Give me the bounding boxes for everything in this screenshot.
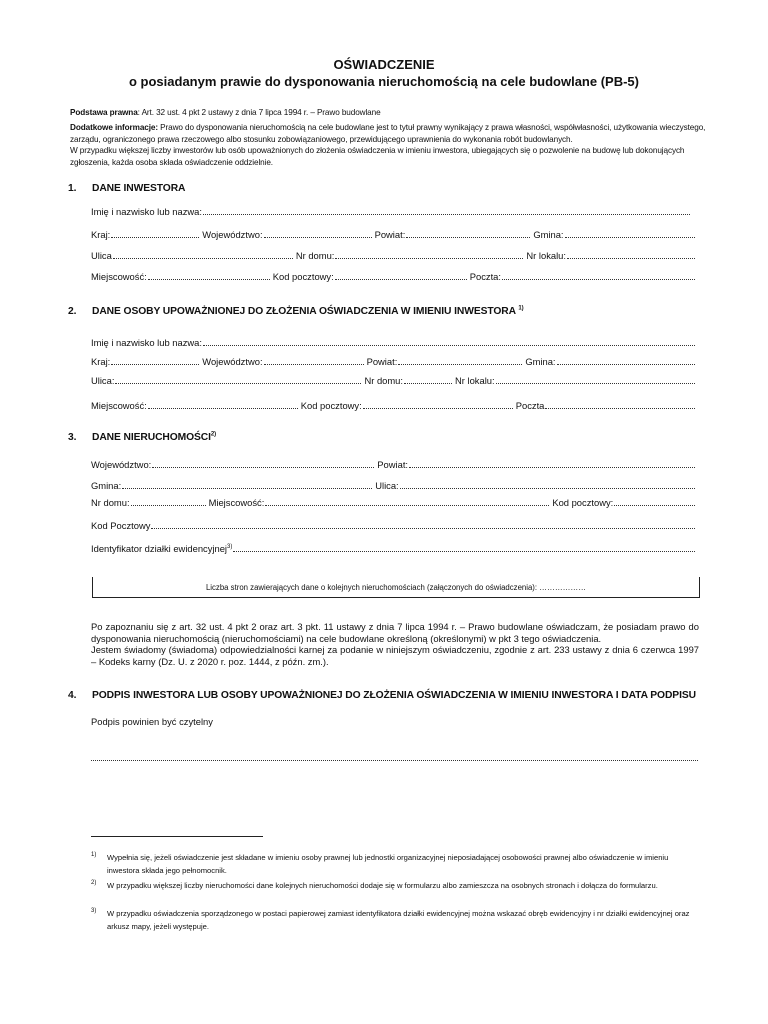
representative-address-row-2 (91, 372, 698, 386)
field-label: Nr domu: (364, 375, 404, 386)
footnote-mark: 2) (91, 880, 97, 886)
field-label: Ulica: (375, 480, 399, 491)
property-house-field[interactable] (131, 505, 206, 506)
field-label: Województwo: (202, 356, 263, 367)
property-district-field[interactable] (409, 467, 695, 468)
field-label: Kraj: (91, 229, 111, 240)
section-title: PODPIS INWESTORA LUB OSOBY UPOWAŻNIONEJ DO ZŁOŻENIA OŚWIADCZENIA W IMIENIU INWESTORA I DATA PODPISU (92, 690, 696, 701)
attachment-count-box (92, 577, 700, 598)
legal-basis-label: Podstawa prawna (70, 108, 138, 117)
legal-basis (70, 107, 710, 119)
representative-voivodeship-field[interactable] (264, 364, 364, 365)
field-label: Województwo: (91, 459, 152, 470)
property-row-1 (91, 456, 698, 470)
representative-city-field[interactable] (148, 408, 298, 409)
declaration-text-1: Po zapoznaniu się z art. 32 ust. 4 pkt 2 oraz art. 3 pkt. 11 ustawy z dnia 7 lipca 1994 r. – Prawo budowlane oświadczam, że posiadam prawo do dysponowania nieruchomością (nieruchomościami) na cele budowlane określoną (określonymi) w pkt 3 tego oświadczenia. (91, 621, 699, 644)
investor-address-row-2 (91, 247, 698, 261)
investor-voivodeship-field[interactable] (264, 237, 372, 238)
parcel-id-label: Identyfikator działki ewidencyjnej (91, 543, 228, 554)
section-number: 4. (68, 690, 77, 701)
additional-info-text: Prawo do dysponowania nieruchomością na cele budowlane jest to tytuł prawny wynikający z prawa własności, współwłasności, użytkowania wieczystego, zarządu, ograniczonego prawa rzeczowego albo stosunku zobowiązaniowego, przewidującego uprawnienia do wykonania robót budowlanych. (70, 123, 706, 144)
field-label: Kod pocztowy: (272, 271, 334, 282)
field-label: Nr lokalu: (455, 375, 495, 386)
field-label: Miejscowość: (208, 497, 265, 508)
section-title: DANE INWESTORA (92, 183, 186, 194)
footnote (91, 879, 699, 907)
property-row-3 (91, 494, 698, 508)
property-street-field[interactable] (400, 488, 695, 489)
field-label: Nr domu: (91, 497, 130, 508)
field-label: Kod pocztowy: (300, 400, 362, 411)
field-label: Gmina: (525, 356, 556, 367)
investor-country-field[interactable] (111, 237, 199, 238)
investor-city-field[interactable] (148, 279, 270, 280)
footnote-mark: 1) (91, 852, 97, 858)
field-label: Imię i nazwisko lub nazwa: (91, 337, 202, 348)
legal-basis-text: : Art. 32 ust. 4 pkt 2 ustawy z dnia 7 lipca 1994 r. – Prawo budowlane (137, 108, 381, 117)
footnote-divider (91, 836, 263, 837)
additional-info (70, 122, 710, 145)
section-title-text: DANE OSOBY UPOWAŻNIONEJ DO ZŁOŻENIA OŚWIADCZENIA W IMIENIU INWESTORA (92, 306, 516, 317)
field-label: Gmina: (533, 229, 564, 240)
field-label: Miejscowość: (91, 400, 147, 411)
section-number: 3. (68, 432, 77, 443)
field-label: Województwo: (202, 229, 263, 240)
representative-street-field[interactable] (115, 383, 361, 384)
field-label: Nr lokalu: (526, 250, 567, 261)
field-label: Poczta: (469, 271, 501, 282)
field-label: Ulica: (91, 375, 115, 386)
footnote-mark: 3) (91, 908, 97, 914)
property-postal-code-field[interactable] (151, 528, 695, 529)
form-title: OŚWIADCZENIE (333, 57, 435, 72)
property-row-5 (91, 540, 698, 554)
signature-hint: Podpis powinien być czytelny (91, 716, 213, 727)
property-commune-field[interactable] (122, 488, 372, 489)
representative-post-field[interactable] (545, 408, 695, 409)
footnote (91, 851, 699, 879)
investor-address-row-1 (91, 226, 698, 240)
property-row-4 (91, 517, 698, 531)
investor-postal-field[interactable] (335, 279, 467, 280)
representative-commune-field[interactable] (557, 364, 695, 365)
field-label: Ulica (91, 250, 112, 261)
field-label: Gmina: (91, 480, 122, 491)
multiple-investors-note: W przypadku większej liczby inwestorów lub osób upoważnionych do złożenia oświadczenia w imieniu inwestora, ubiegających się o pozwolenie na budowę lub dokonujących zgłoszenia, każda osoba składa oświadczenie oddzielnie. (70, 146, 685, 167)
footnote-text: W przypadku większej liczby nieruchomości dane kolejnych nieruchomości dodaje się w formularzu albo zamieszcza na osobnych stronach i dołącza do formularzu. (107, 881, 658, 890)
representative-address-row-3 (91, 397, 698, 411)
property-voivodeship-field[interactable] (152, 467, 374, 468)
representative-country-field[interactable] (111, 364, 199, 365)
investor-district-field[interactable] (406, 237, 530, 238)
field-label: Powiat: (377, 459, 409, 470)
section-title (92, 306, 524, 317)
investor-apartment-field[interactable] (567, 258, 695, 259)
field-label: Nr domu: (295, 250, 335, 261)
field-label: Poczta (515, 400, 545, 411)
field-label: Powiat: (366, 356, 398, 367)
representative-apartment-field[interactable] (496, 383, 695, 384)
declaration-text-2: Jestem świadomy (świadoma) odpowiedzialności karnej za podanie w niniejszym oświadczeniu, zgodnie z art. 233 ustawy z dnia 6 czerwca 1997 – Kodeks karny (Dz. U. z 2020 r. poz. 1444, z późn. zm.). (91, 644, 699, 667)
footnote-ref: 1) (518, 305, 524, 312)
section-title-text: DANE NIERUCHOMOŚCI (92, 432, 211, 443)
section-number: 1. (68, 183, 77, 194)
form-subtitle: o posiadanym prawie do dysponowania nieruchomością na cele budowlane (PB-5) (129, 74, 639, 89)
investor-name-row (91, 203, 698, 217)
section-number: 2. (68, 306, 77, 317)
representative-name-row (91, 334, 698, 348)
property-city-field[interactable] (265, 505, 549, 506)
investor-commune-field[interactable] (565, 237, 695, 238)
property-postal-field[interactable] (614, 505, 695, 506)
representative-house-field[interactable] (404, 383, 452, 384)
field-label: Powiat: (374, 229, 406, 240)
investor-address-row-3 (91, 268, 698, 282)
footnote-text: W przypadku oświadczenia sporządzonego w postaci papierowej zamiast identyfikatora działki ewidencyjnej można wskazać obręb ewidencyjny i nr działki ewidencyjnej oraz arkusz mapy, jeżeli występuje. (107, 909, 690, 931)
footnote-ref: 2) (210, 431, 217, 438)
footnote-text: Wypełnia się, jeżeli oświadczenie jest składane w imieniu osoby prawnej lub jednostki organizacyjnej nieposiadającej osobowości prawnej albo oświadczenie w imieniu inwestora składa jego pełnomocnik. (107, 853, 669, 875)
investor-house-field[interactable] (335, 258, 523, 259)
additional-info-label: Dodatkowe informacje: (70, 123, 158, 132)
investor-post-field[interactable] (502, 279, 695, 280)
field-label: Kod pocztowy: (552, 497, 614, 508)
parcel-id-field[interactable] (233, 551, 695, 552)
signature-field[interactable] (91, 760, 698, 761)
field-label (91, 543, 233, 554)
field-label: Kraj: (91, 356, 111, 367)
footnote-ref: 3) (227, 543, 233, 550)
field-label: Imię i nazwisko lub nazwa: (91, 206, 202, 217)
attachment-count-text[interactable]: Liczba stron zawierających dane o kolejnych nieruchomościach (załączonych do oświadczenia): ……………… (205, 583, 587, 592)
investor-street-field[interactable] (113, 258, 293, 259)
field-label: Kod Pocztowy (91, 520, 151, 531)
field-label: Miejscowość: (91, 271, 147, 282)
investor-name-field[interactable] (203, 214, 690, 215)
section-title (92, 432, 216, 443)
footnote (91, 907, 699, 935)
property-row-2 (91, 477, 698, 491)
representative-address-row-1 (91, 353, 698, 367)
representative-postal-field[interactable] (363, 408, 513, 409)
representative-district-field[interactable] (398, 364, 522, 365)
representative-name-field[interactable] (203, 345, 695, 346)
